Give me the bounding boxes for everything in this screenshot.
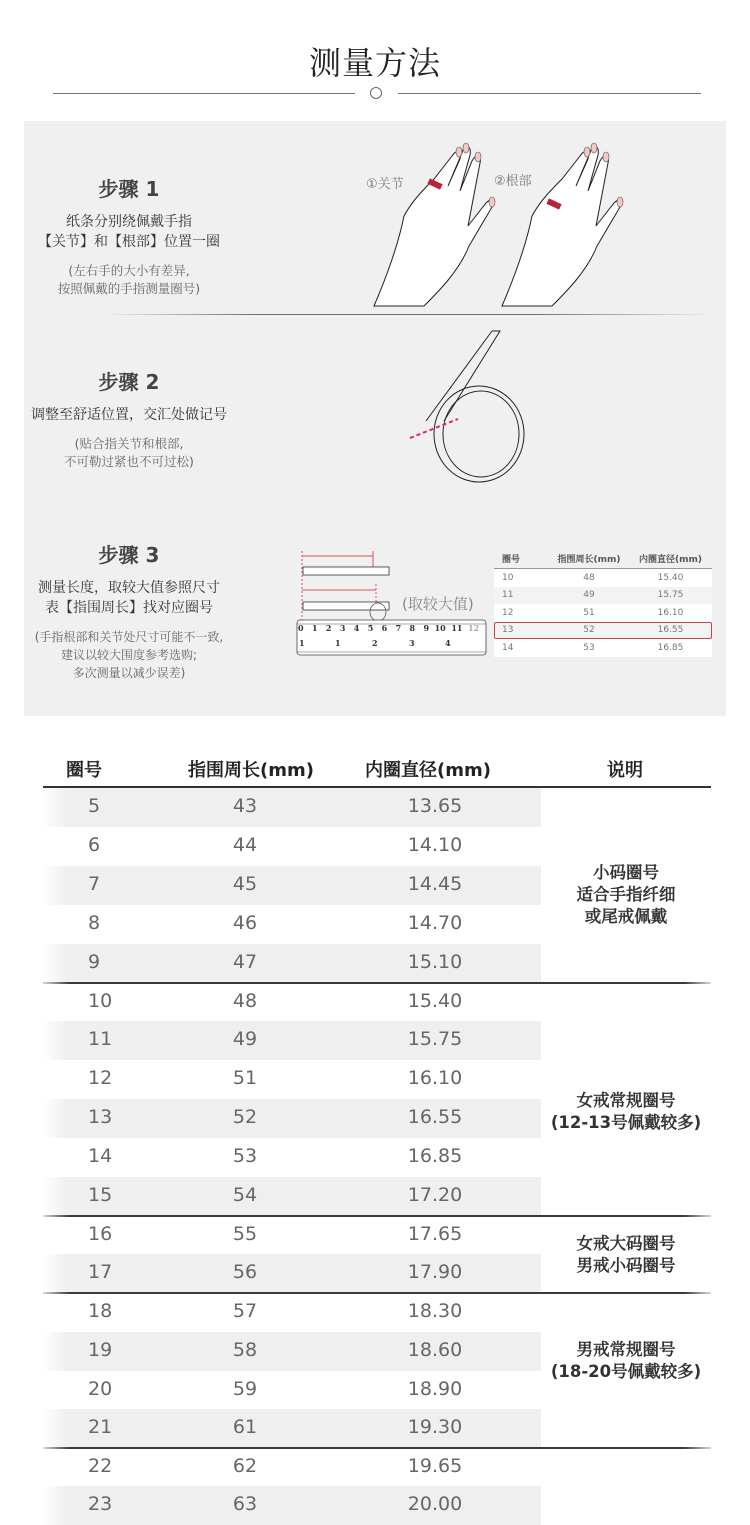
step-text-line: 调整至舒适位置，交汇处做记号 <box>31 407 227 423</box>
table-row: 12 51 16.10 <box>88 1067 463 1089</box>
step-divider <box>104 314 714 315</box>
base-label: ②根部 <box>494 174 532 189</box>
mini-size-table <box>494 549 712 657</box>
step-3 <box>24 539 234 682</box>
size-table-header <box>0 752 750 786</box>
group-note-women-large-men-small: 女戒大码圈号 男戒小码圈号 <box>576 1234 676 1275</box>
step-text-line: 表【指围周长】找对应圈号 <box>45 600 213 616</box>
table-row: 18 57 18.30 <box>88 1300 463 1322</box>
step-text-line: 测量长度，取较大值参照尺寸 <box>38 580 220 596</box>
group-note-women-regular: 女戒常规圈号 (12-13号佩戴较多) <box>550 1091 702 1132</box>
group-note-small-sizes: 小码圈号 适合手指纤细 或尾戒佩戴 <box>576 863 676 926</box>
table-row: 16 55 17.65 <box>88 1223 463 1245</box>
step-note-line: (左右手的大小有差异, <box>68 263 190 278</box>
ruler-cm-labels: 0 1 2 3 4 5 6 7 8 9 10 11 12 <box>298 623 480 633</box>
table-row: 19 58 18.60 <box>43 1332 541 1371</box>
measure-steps-panel: 步骤 1 纸条分别绕佩戴手指 【关节】和【根部】位置一圈 (左右手的大小有差异, 按照佩戴的手指测量圈号) ①关节 ②根部 步骤 2 调整至舒适位置，交汇处做记号 (贴合指关节和根部, 不可勒过紧也不可过松) 步骤 3 测量长度，取较大值参照尺寸 表【指围周长】找对应圈号 (手指根部和关节处尺寸可能不一致, 建议以较大围度参考选购; 多次测量以减少误差) 0 1 2 3 4 5 6 7 8 9 10 11 12 1 1 2 3 4 (取较大值) 圈号 指围周长(mm) 内圈直径(mm) 10 48 15.40 11 49 15.75 12 51 16.10 13 52 16.55 14 53 16.85 <box>24 121 726 716</box>
step-note-line: 按照佩戴的手指测量圈号) <box>57 281 201 296</box>
header-circumference: 指围周长(mm) <box>188 760 314 781</box>
mini-table-header: 圈号 指围周长(mm) 内圈直径(mm) <box>494 549 712 569</box>
take-max-label: (取较大值) <box>402 595 474 613</box>
table-row: 21 61 19.30 <box>43 1409 541 1448</box>
mini-table-row: 12 51 16.10 <box>502 607 684 618</box>
table-row: 8 46 14.70 <box>88 912 463 934</box>
step-heading: 步骤 1 <box>98 177 160 201</box>
step-note-line: 建议以较大围度参考选购; <box>60 648 198 662</box>
table-row: 22 62 19.65 <box>88 1455 463 1477</box>
step-note-line: 不可勒过紧也不可过松) <box>64 454 194 469</box>
group-note-men-regular: 男戒常规圈号 (18-20号佩戴较多) <box>550 1340 702 1381</box>
table-row: 10 48 15.40 <box>88 990 463 1012</box>
mini-table-row: 10 48 15.40 <box>502 572 684 583</box>
paper-loop-illustration-icon <box>404 326 554 486</box>
hand-illustration-icon <box>364 131 624 311</box>
mini-table-row: 14 53 16.85 <box>502 642 684 653</box>
table-row: 7 45 14.45 <box>43 866 541 905</box>
table-row: 5 43 13.65 <box>43 788 541 827</box>
table-row: 9 47 15.10 <box>43 944 541 983</box>
step-note-line: 多次测量以减少误差) <box>72 666 186 680</box>
table-row: 11 49 15.75 <box>43 1021 541 1060</box>
step-note-line: (手指根部和关节处尺寸可能不一致, <box>34 630 224 644</box>
title-divider-right <box>398 93 701 94</box>
table-row: 15 54 17.20 <box>43 1177 541 1216</box>
mini-table-row-highlighted: 13 52 16.55 <box>494 622 712 640</box>
header-ring-size: 圈号 <box>66 760 102 781</box>
mini-table-row: 11 49 15.75 <box>494 587 712 605</box>
table-row: 17 56 17.90 <box>43 1254 541 1293</box>
step-1 <box>24 173 234 298</box>
page-title: 测量方法 <box>308 44 441 82</box>
step-heading: 步骤 2 <box>98 370 160 394</box>
step-text-line: 纸条分别绕佩戴手指 <box>66 214 192 230</box>
table-row: 6 44 14.10 <box>88 834 463 856</box>
step-2 <box>24 366 234 471</box>
title-divider-left <box>53 93 355 94</box>
step-note-line: (贴合指关节和根部, <box>74 436 184 451</box>
table-row: 14 53 16.85 <box>88 1145 463 1167</box>
joint-label: ①关节 <box>366 177 404 192</box>
step-heading: 步骤 3 <box>98 543 160 567</box>
table-row: 23 63 20.00 <box>43 1486 541 1525</box>
table-row: 20 59 18.90 <box>88 1378 463 1400</box>
circle-ornament-icon <box>370 87 382 99</box>
header-description: 说明 <box>607 760 643 781</box>
step-text-line: 【关节】和【根部】位置一圈 <box>38 234 220 250</box>
header-diameter: 内圈直径(mm) <box>365 760 491 781</box>
table-row: 13 52 16.55 <box>43 1099 541 1138</box>
